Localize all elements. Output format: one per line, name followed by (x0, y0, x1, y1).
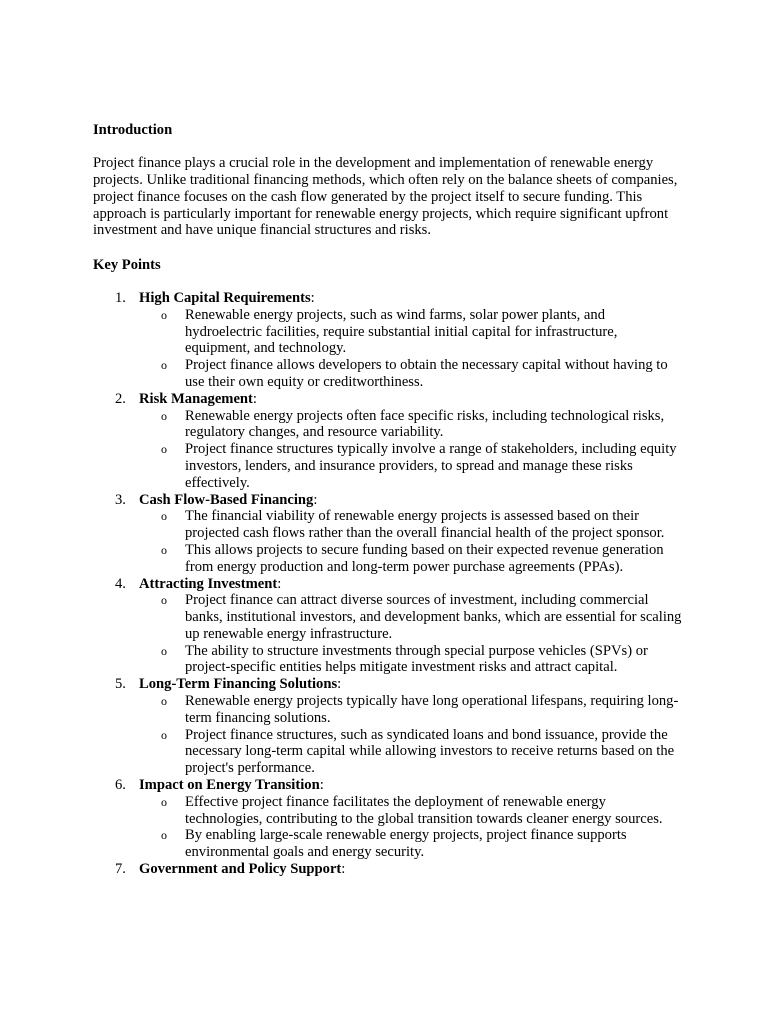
sub-point-text: By enabling large-scale renewable energy projects, project finance supports environmental goals and energy security. (185, 827, 627, 861)
key-point-number: 7. (115, 861, 126, 878)
key-point-item (93, 290, 683, 391)
hollow-bullet-icon: o (161, 408, 167, 423)
sub-point-item (139, 794, 683, 828)
key-point-colon: : (341, 861, 346, 878)
sub-point-item (139, 508, 683, 542)
sub-point-item (139, 727, 683, 777)
key-points-list (93, 290, 683, 878)
key-point-number: 6. (115, 777, 126, 794)
sub-point-list (139, 794, 683, 861)
sub-point-item (139, 643, 683, 677)
sub-point-text: The ability to structure investments through special purpose vehicles (SPVs) or project-specific entities helps mitigate investment risks and attract capital. (185, 642, 648, 676)
hollow-bullet-icon: o (161, 593, 167, 608)
key-point-item (93, 777, 683, 861)
sub-point-list (139, 508, 683, 575)
hollow-bullet-icon: o (161, 794, 167, 809)
sub-point-item (139, 827, 683, 861)
sub-point-list (139, 307, 683, 391)
sub-point-list (139, 408, 683, 492)
key-point-title: Long-Term Financing Solutions (139, 676, 338, 693)
hollow-bullet-icon: o (161, 358, 167, 373)
sub-point-item (139, 307, 683, 357)
hollow-bullet-icon: o (161, 694, 167, 709)
sub-point-text: Renewable energy projects often face specific risks, including technological risks, regulatory changes, and resource variability. (185, 407, 665, 441)
key-point-item (93, 391, 683, 492)
key-point-number: 4. (115, 575, 126, 592)
hollow-bullet-icon: o (161, 828, 167, 843)
hollow-bullet-icon: o (161, 442, 167, 457)
key-point-title: Impact on Energy Transition (139, 777, 320, 794)
key-point-colon: : (337, 676, 342, 693)
sub-point-item (139, 592, 683, 642)
key-point-number: 1. (115, 289, 126, 306)
sub-point-text: This allows projects to secure funding based on their expected revenue generation from energy production and long-term power purchase agreements (PPAs). (185, 541, 664, 575)
key-point-number: 3. (115, 491, 126, 508)
sub-point-list (139, 693, 683, 777)
key-point-title: High Capital Requirements (139, 289, 311, 306)
hollow-bullet-icon: o (161, 509, 167, 524)
sub-point-text: Project finance can attract diverse sources of investment, including commercial banks, institutional investors, and development banks, which are essential for scaling up renewable energy infrastructure. (185, 592, 682, 642)
sub-point-item (139, 357, 683, 391)
key-point-colon: : (310, 289, 315, 306)
introduction-paragraph: Project finance plays a crucial role in the development and implementation of renewable energy projects. Unlike traditional financing methods, which often rely on the balance sheets of companies, project finance focuses on the cash flow generated by the project itself to secure funding. This approach is particularly important for renewable energy projects, which require significant upfront investment and have unique financial structures and risks. (93, 155, 678, 239)
key-point-colon: : (313, 491, 318, 508)
sub-point-text: Project finance structures, such as syndicated loans and bond issuance, provide the necessary long-term capital while allowing investors to receive returns based on the project's performance. (185, 726, 675, 777)
sub-point-list (139, 592, 683, 676)
key-point-colon: : (277, 575, 282, 592)
key-point-title: Attracting Investment (139, 575, 278, 592)
key-point-colon: : (319, 777, 324, 794)
introduction-heading: Introduction (93, 122, 173, 138)
sub-point-text: Effective project finance facilitates the deployment of renewable energy technologies, contributing to the global transition towards cleaner energy sources. (185, 793, 663, 827)
key-points-heading: Key Points (93, 256, 161, 273)
sub-point-text: Renewable energy projects, such as wind farms, solar power plants, and hydroelectric facilities, require substantial initial capital for infrastructure, equipment, and technology. (185, 306, 618, 357)
key-point-number: 5. (115, 676, 126, 693)
key-point-item (93, 576, 683, 677)
key-point-number: 2. (115, 390, 126, 407)
key-point-item (93, 861, 683, 878)
sub-point-item (139, 441, 683, 491)
document-body (93, 122, 683, 878)
sub-point-text: The financial viability of renewable energy projects is assessed based on their projected cash flows rather than the overall financial health of the project sponsor. (185, 508, 665, 542)
hollow-bullet-icon: o (161, 643, 167, 658)
key-point-item (93, 676, 683, 777)
key-point-title: Risk Management (139, 390, 253, 407)
sub-point-item (139, 542, 683, 576)
key-point-title: Cash Flow-Based Financing (139, 491, 314, 508)
key-point-colon: : (252, 390, 257, 407)
sub-point-item (139, 693, 683, 727)
sub-point-text: Project finance allows developers to obtain the necessary capital without having to use their own equity or creditworthiness. (185, 357, 668, 390)
hollow-bullet-icon: o (161, 307, 167, 322)
sub-point-text: Project finance structures typically involve a range of stakeholders, including equity investors, lenders, and insurance providers, to spread and manage these risks effectively. (185, 441, 677, 491)
hollow-bullet-icon: o (161, 727, 167, 742)
key-point-title: Government and Policy Support (139, 861, 342, 878)
sub-point-text: Renewable energy projects typically have long operational lifespans, requiring long-term financing solutions. (185, 693, 679, 726)
sub-point-item (139, 408, 683, 442)
hollow-bullet-icon: o (161, 542, 167, 557)
key-point-item (93, 492, 683, 576)
